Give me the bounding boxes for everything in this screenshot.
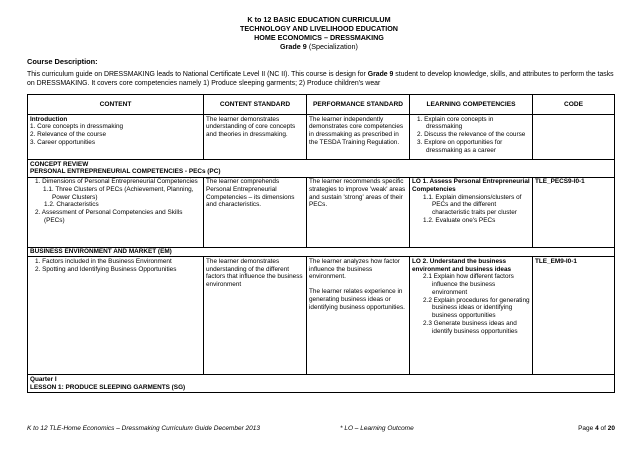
- pecs-content-standard: The learner comprehends Personal Entrepreneurial Competencies – its dimensions and characteristics.: [204, 177, 307, 247]
- page-word: Page: [578, 425, 596, 432]
- pecs-section-title: PERSONAL ENTREPRENEURIAL COMPETENCIES - PECs (PC): [30, 168, 221, 176]
- intro-item-2: 2. Relevance of the course: [30, 131, 107, 138]
- intro-item-1: 1. Core concepts in dressmaking: [30, 123, 124, 131]
- table-row-bem-title: [28, 247, 615, 257]
- bem-competency-1: 2.1 Explain how different factors influence the business environment: [423, 273, 514, 296]
- concept-review-label: CONCEPT REVIEW: [30, 160, 89, 168]
- course-description-label: Course Description:: [27, 57, 98, 66]
- page-total: 20: [607, 425, 615, 432]
- header-line-1: K to 12 BASIC EDUCATION CURRICULUM: [247, 15, 391, 24]
- intro-competency-3: 3. Explore on opportunities for dressmaking as a career: [417, 138, 503, 154]
- lesson-label: LESSON 1: PRODUCE SLEEPING GARMENTS (SG): [30, 383, 186, 391]
- bem-competency-3: 2.3 Generate business ideas and identify business opportunities: [423, 319, 518, 335]
- table-row-bem: [28, 257, 615, 375]
- quarter-heading: [28, 375, 615, 393]
- pecs-code: TLE_PECS9-I0-1: [533, 177, 615, 247]
- intro-title: Introduction: [30, 115, 68, 123]
- pecs-content: [28, 177, 204, 247]
- footer-guide-title: K to 12 TLE-Home Economics – Dressmaking Curriculum Guide December 2013: [27, 425, 261, 432]
- pecs-performance-standard: The learner recommends specific strategies to improve 'weak' areas and sustain 'strong' areas of their PECs.: [307, 177, 410, 247]
- header-content-standard: CONTENT STANDARD: [204, 95, 307, 115]
- pecs-competency-2: 1.2. Evaluate one's PECs: [423, 216, 496, 224]
- bem-content-standard: The learner demonstrates understanding of the different factors that influence the business environment: [204, 257, 307, 375]
- pecs-item-1: 1. Dimensions of Personal Entrepreneurial Competencies: [35, 178, 198, 185]
- pecs-item-1-1: 1.1. Three Clusters of PECs (Achievement, Planning, Power Clusters): [43, 185, 194, 201]
- pecs-lo-title: LO 1. Assess Personal Entrepreneurial Competencies: [412, 178, 530, 193]
- cd-text-a: This curriculum guide on DRESSMAKING leads to National Certificate Level II (NC II). This course is design for: [27, 71, 368, 78]
- header-performance-standard: PERFORMANCE STANDARD: [307, 95, 410, 115]
- document-header: [0, 15, 638, 51]
- intro-competencies: [410, 115, 533, 160]
- header-code: CODE: [533, 95, 615, 115]
- table-row-concept-review: [28, 160, 615, 178]
- cd-text-b: student to develop knowledge, skills, and attributes to perform the tasks on DRESSMAKING. It covers core competencies namely 1) Produce sleeping garments; 2) Produce children's wear: [27, 71, 614, 88]
- header-line-2: TECHNOLOGY AND LIVELIHOOD EDUCATION: [240, 24, 398, 33]
- table-row-pecs: [28, 177, 615, 247]
- intro-item-3: 3. Career opportunities: [30, 138, 96, 146]
- course-description-text: [27, 70, 615, 89]
- concept-review-heading: [28, 160, 615, 178]
- header-grade: [0, 42, 638, 51]
- table-row-quarter: [28, 375, 615, 393]
- bem-competency-2: 2.2 Explain procedures for generating business ideas or identifying business opportunities: [423, 296, 530, 319]
- header-content: CONTENT: [28, 95, 204, 115]
- footer-page-number: [578, 425, 615, 432]
- page-current: 4: [595, 425, 599, 432]
- footer-lo-note: * LO – Learning Outcome: [340, 425, 414, 432]
- table-row-introduction: [28, 115, 615, 160]
- table-header-row: [28, 95, 615, 115]
- header-learning-competencies: LEARNING COMPETENCIES: [410, 95, 533, 115]
- grade-note: (Specialization): [308, 42, 358, 51]
- intro-code: [533, 115, 615, 160]
- bem-performance-standard-1: The learner analyzes how factor influence the business environment.: [309, 257, 400, 281]
- intro-competency-1: 1. Explain core concepts in dressmaking: [417, 115, 494, 131]
- bem-competencies: [410, 257, 533, 375]
- curriculum-table: [27, 94, 615, 393]
- page-of: of: [598, 425, 608, 432]
- bem-lo-title: LO 2. Understand the business environment and business ideas: [412, 257, 512, 273]
- bem-section-title: BUSINESS ENVIRONMENT AND MARKET (EM): [28, 247, 615, 257]
- pecs-competencies: [410, 177, 533, 247]
- grade-label: Grade 9: [280, 42, 307, 51]
- bem-content: [28, 257, 204, 375]
- intro-competency-2: 2. Discuss the relevance of the course: [417, 131, 526, 138]
- cd-text-bold: Grade 9: [367, 71, 394, 78]
- quarter-label: Quarter I: [30, 375, 57, 383]
- bem-performance-standard: [307, 257, 410, 375]
- bem-item-1: 1. Factors included in the Business Environment: [35, 257, 172, 265]
- bem-item-2: 2. Spotting and Identifying Business Opportunities: [35, 265, 177, 273]
- intro-performance-standard: The learner independently demonstrates core competencies in dressmaking as prescribed in the TESDA Training Regulation.: [307, 115, 410, 160]
- pecs-item-1-2: 1.2. Characteristics: [44, 201, 99, 209]
- intro-content-standard: The learner demonstrates understanding of core concepts and theories in dressmaking.: [204, 115, 307, 160]
- intro-content: [28, 115, 204, 160]
- header-line-3: HOME ECONOMICS – DRESSMAKING: [254, 33, 384, 42]
- pecs-competency-1: 1.1. Explain dimensions/clusters of PECs and the different characteristic traits per cluster: [423, 193, 522, 216]
- pecs-item-2: 2. Assessment of Personal Competencies and Skills (PECs): [35, 209, 183, 224]
- bem-performance-standard-2: The learner relates experience in generating business ideas or identifying business opportunities.: [309, 288, 405, 311]
- bem-code: TLE_EM9-I0-1: [533, 257, 615, 375]
